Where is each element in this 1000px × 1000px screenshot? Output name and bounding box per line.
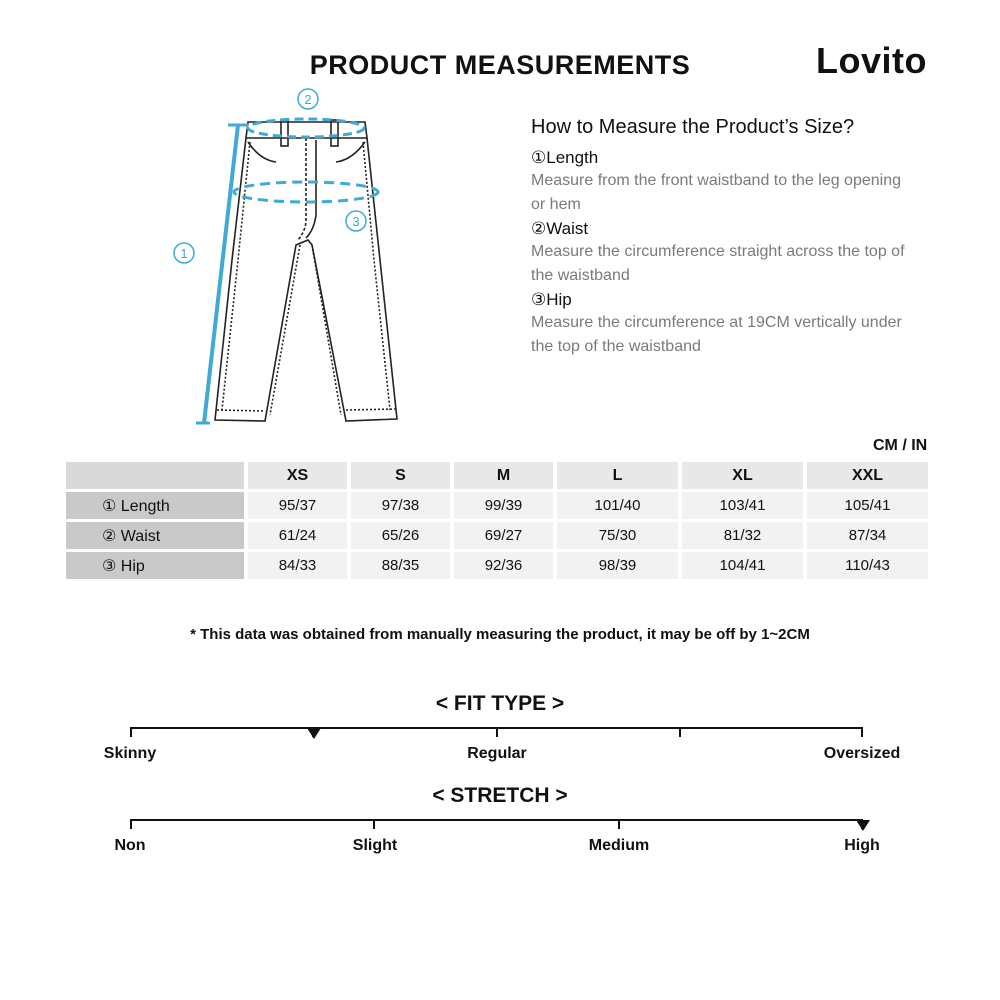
table-cell: 104/41 xyxy=(682,552,803,579)
fit-tick xyxy=(496,727,498,737)
size-header: XL xyxy=(682,462,803,489)
stretch-pointer-icon xyxy=(856,820,870,831)
how-to-title: How to Measure the Product’s Size? xyxy=(531,116,855,138)
fit-tick xyxy=(679,727,681,737)
row-label: ② Waist xyxy=(66,522,244,549)
table-cell: 69/27 xyxy=(454,522,553,549)
fit-label-regular: Regular xyxy=(467,745,527,762)
fit-label-oversized: Oversized xyxy=(823,745,901,762)
measure-item-waist xyxy=(531,218,911,288)
stretch-scale-line xyxy=(130,819,863,821)
stretch-label-non: Non xyxy=(114,837,146,854)
table-row xyxy=(66,522,928,549)
stretch-title: < STRETCH > xyxy=(432,784,568,807)
table-cell: 61/24 xyxy=(248,522,347,549)
measure-item-length xyxy=(531,147,911,217)
size-table xyxy=(62,459,932,582)
table-cell: 95/37 xyxy=(248,492,347,519)
table-row xyxy=(66,552,928,579)
size-header: XXL xyxy=(807,462,928,489)
table-row xyxy=(66,492,928,519)
table-header-row xyxy=(66,462,928,489)
table-cell: 92/36 xyxy=(454,552,553,579)
measure-desc: Measure the circumference at 19CM vertically under the top of the waistband xyxy=(531,314,902,355)
table-cell: 97/38 xyxy=(351,492,450,519)
page-title: PRODUCT MEASUREMENTS xyxy=(309,50,691,80)
row-label: ① Length xyxy=(66,492,244,519)
fit-pointer-icon xyxy=(307,728,321,739)
table-cell: 65/26 xyxy=(351,522,450,549)
row-label: ③ Hip xyxy=(66,552,244,579)
marker-length-label: 1 xyxy=(180,246,188,261)
table-cell: 103/41 xyxy=(682,492,803,519)
pants-diagram-icon xyxy=(160,80,420,440)
measure-desc: Measure the circumference straight across the top of the waistband xyxy=(531,243,905,284)
stretch-tick xyxy=(373,819,375,829)
table-cell: 87/34 xyxy=(807,522,928,549)
brand-logo: Lovito xyxy=(816,40,927,81)
fit-label-skinny: Skinny xyxy=(103,745,157,762)
fit-tick xyxy=(130,727,132,737)
marker-waist-label: 2 xyxy=(304,92,312,107)
table-cell: 81/32 xyxy=(682,522,803,549)
marker-hip-label: 3 xyxy=(352,214,360,229)
measure-name: ②Waist xyxy=(531,219,589,238)
size-header: M xyxy=(454,462,553,489)
table-cell: 101/40 xyxy=(557,492,678,519)
measure-item-hip xyxy=(531,289,911,359)
fit-type-title: < FIT TYPE > xyxy=(435,692,565,715)
stretch-label-medium: Medium xyxy=(588,837,650,854)
stretch-label-slight: Slight xyxy=(352,837,398,854)
table-cell: 98/39 xyxy=(557,552,678,579)
stretch-label-high: High xyxy=(844,837,880,854)
measurement-note: * This data was obtained from manually measuring the product, it may be off by 1~2CM xyxy=(190,626,810,643)
fit-tick xyxy=(861,727,863,737)
size-header: XS xyxy=(248,462,347,489)
measure-name: ③Hip xyxy=(531,290,572,309)
unit-label: CM / IN xyxy=(873,437,928,454)
table-cell: 75/30 xyxy=(557,522,678,549)
table-corner xyxy=(66,462,244,489)
size-header: S xyxy=(351,462,450,489)
measure-desc: Measure from the front waistband to the leg opening or hem xyxy=(531,172,901,213)
table-cell: 110/43 xyxy=(807,552,928,579)
size-header: L xyxy=(557,462,678,489)
how-to-measure xyxy=(531,116,911,360)
table-cell: 88/35 xyxy=(351,552,450,579)
measure-name: ①Length xyxy=(531,148,599,167)
table-cell: 105/41 xyxy=(807,492,928,519)
table-cell: 84/33 xyxy=(248,552,347,579)
stretch-tick xyxy=(618,819,620,829)
table-cell: 99/39 xyxy=(454,492,553,519)
stretch-tick xyxy=(130,819,132,829)
